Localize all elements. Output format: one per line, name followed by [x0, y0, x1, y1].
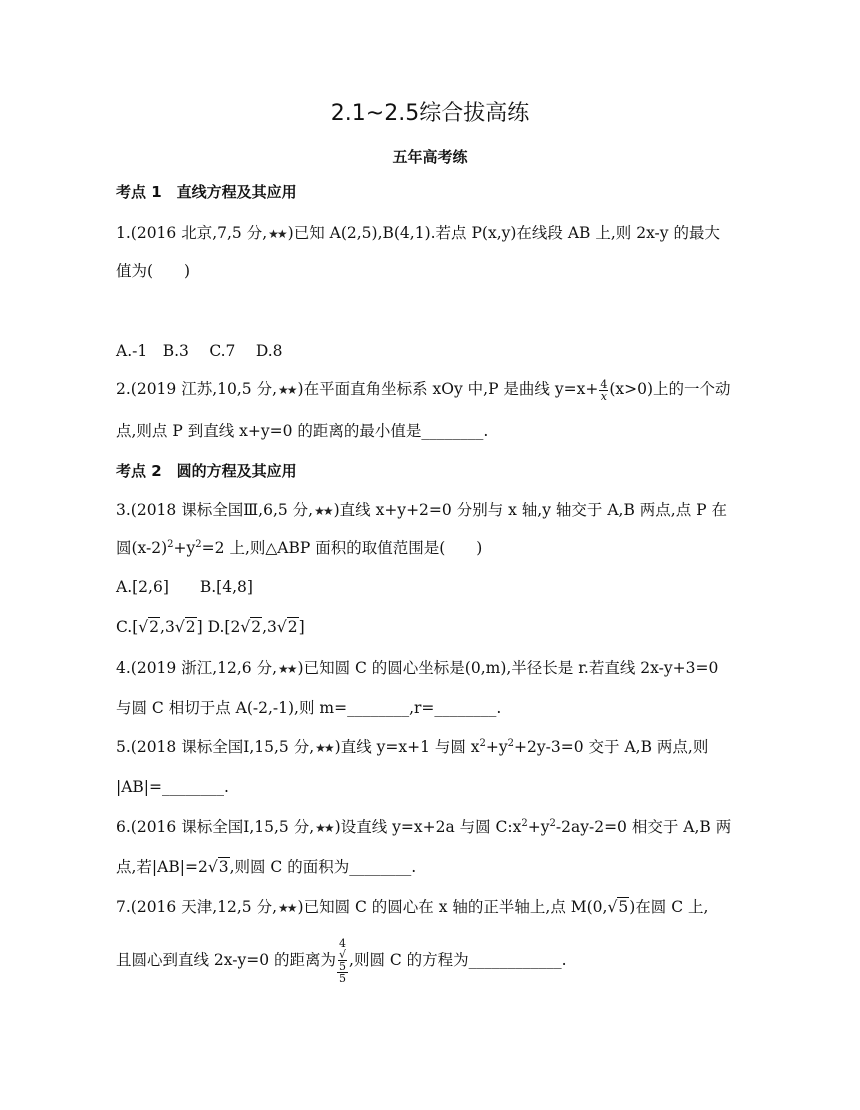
text-run: ] — [298, 618, 305, 636]
question-4-text: )已知圆 C 的圆心坐标是(0,m),半径长是 r.若直线 2x-y+3=0 — [297, 659, 719, 677]
question-4-line-1 — [116, 657, 718, 680]
question-3-line-1 — [116, 499, 727, 522]
text-run: +y — [485, 738, 508, 756]
fraction-4-over-x — [599, 379, 608, 402]
question-5-line-1 — [116, 736, 708, 759]
difficulty-stars-icon: ★★ — [315, 821, 333, 835]
text-run: ,则圆 C 的方程为____________. — [349, 951, 567, 969]
text-run: +y — [527, 818, 550, 836]
question-6-line-1 — [116, 816, 731, 839]
fraction-numerator: 4 — [600, 377, 608, 391]
text-run: ,3 — [160, 618, 175, 636]
text-run: 且圆心到直线 2x-y=0 的距离为 — [116, 951, 337, 969]
fraction-numerator — [337, 938, 348, 973]
fraction-denominator: x — [600, 389, 607, 403]
superscript: 2 — [549, 818, 556, 829]
difficulty-stars-icon: ★★ — [278, 901, 296, 915]
text-run: )直线 y=x+1 与圆 x — [334, 738, 480, 756]
radicand: 5 — [339, 960, 347, 973]
question-6-line-2 — [116, 856, 416, 878]
sqrt-3: √3 — [207, 858, 229, 876]
section-heading-1: 考点 1 直线方程及其应用 — [116, 183, 297, 201]
question-1-line-2: 值为( ) — [116, 262, 191, 280]
text-run: )已知圆 C 的圆心在 x 轴的正半轴上,点 M(0, — [297, 898, 608, 916]
question-1-options: A.-1 B.3 C.7 D.8 — [116, 342, 283, 360]
text-run: C.[ — [116, 618, 139, 636]
text-run: D.[2 — [202, 618, 241, 636]
difficulty-stars-icon: ★★ — [314, 504, 332, 518]
sqrt-2: √2 — [276, 618, 298, 636]
section-heading-2: 考点 2 圆的方程及其应用 — [116, 462, 297, 480]
text-run: ,3 — [262, 618, 277, 636]
question-7-line-2 — [116, 938, 567, 984]
text-run: ,则圆 C 的面积为________. — [229, 858, 417, 876]
fraction-4root5-over-5 — [337, 938, 348, 984]
question-5-line-2: |AB|=________. — [116, 778, 229, 796]
question-2-source: 2.(2019 江苏,10,5 分, — [116, 380, 278, 398]
question-1-text: )已知 A(2,5),B(4,1).若点 P(x,y)在线段 AB 上,则 2x-y 的最大 — [287, 224, 720, 242]
page-subtitle: 五年高考练 — [392, 148, 468, 166]
text-run: +y — [173, 539, 196, 557]
difficulty-stars-icon: ★★ — [268, 227, 286, 241]
question-2-text-end: (x>0)上的一个动 — [609, 380, 731, 398]
text-run: 圆(x-2) — [116, 539, 168, 557]
superscript: 2 — [521, 818, 528, 829]
superscript: 2 — [195, 539, 202, 550]
question-2-line-1 — [116, 378, 731, 402]
question-3-line-2 — [116, 537, 482, 559]
radicand: 2 — [185, 618, 196, 636]
question-3-source: 3.(2018 课标全国Ⅲ,6,5 分, — [116, 501, 314, 519]
question-4-line-2: 与圆 C 相切于点 A(-2,-1),则 m=________,r=________. — [116, 699, 502, 717]
difficulty-stars-icon: ★★ — [315, 741, 333, 755]
question-5-source: 5.(2018 课标全国Ⅰ,15,5 分, — [116, 738, 315, 756]
text-run: -2ay-2=0 相交于 A,B 两 — [555, 818, 732, 836]
difficulty-stars-icon: ★★ — [278, 662, 296, 676]
question-7-source: 7.(2016 天津,12,5 分, — [116, 898, 278, 916]
sqrt-5: √5 — [607, 898, 629, 916]
sqrt-2: √2 — [138, 618, 160, 636]
superscript: 2 — [507, 738, 515, 749]
text-run: ] — [196, 618, 203, 636]
sqrt-2: √2 — [174, 618, 196, 636]
question-2-line-2: 点,则点 P 到直线 x+y=0 的距离的最小值是________. — [116, 422, 489, 440]
radicand: 2 — [251, 618, 262, 636]
question-1-line-1 — [116, 222, 720, 245]
question-6-source: 6.(2016 课标全国Ⅰ,15,5 分, — [116, 818, 315, 836]
question-1-source: 1.(2016 北京,7,5 分, — [116, 224, 268, 242]
page-title: 2.1~2.5综合拔高练 — [330, 101, 530, 126]
sqrt-2: √2 — [240, 618, 262, 636]
question-4-source: 4.(2019 浙江,12,6 分, — [116, 659, 278, 677]
radicand: 3 — [218, 858, 229, 876]
radicand: 2 — [287, 618, 298, 636]
question-3-options-cd — [116, 616, 305, 638]
question-3-text: )直线 x+y+2=0 分别与 x 轴,y 轴交于 A,B 两点,点 P 在 — [333, 501, 727, 519]
radicand: 5 — [618, 898, 629, 916]
text-run: =2 上,则△ABP 面积的取值范围是( ) — [201, 539, 483, 557]
text-run: 4 — [339, 937, 347, 950]
superscript: 2 — [167, 539, 174, 550]
text-run: +2y-3=0 交于 A,B 两点,则 — [514, 738, 709, 756]
text-run: )设直线 y=x+2a 与圆 C:x — [334, 818, 522, 836]
question-3-options-ab: A.[2,6] B.[4,8] — [116, 578, 253, 596]
question-7-line-1 — [116, 896, 708, 919]
text-run: )在圆 C 上, — [629, 898, 709, 916]
text-run: 点,若|AB|=2 — [116, 858, 208, 876]
difficulty-stars-icon: ★★ — [278, 383, 296, 397]
fraction-denominator: 5 — [339, 972, 347, 985]
radicand: 2 — [149, 618, 160, 636]
sqrt-5: √ 5 — [339, 948, 347, 973]
question-2-text: )在平面直角坐标系 xOy 中,P 是曲线 y=x+ — [297, 380, 599, 398]
superscript: 2 — [479, 738, 486, 749]
